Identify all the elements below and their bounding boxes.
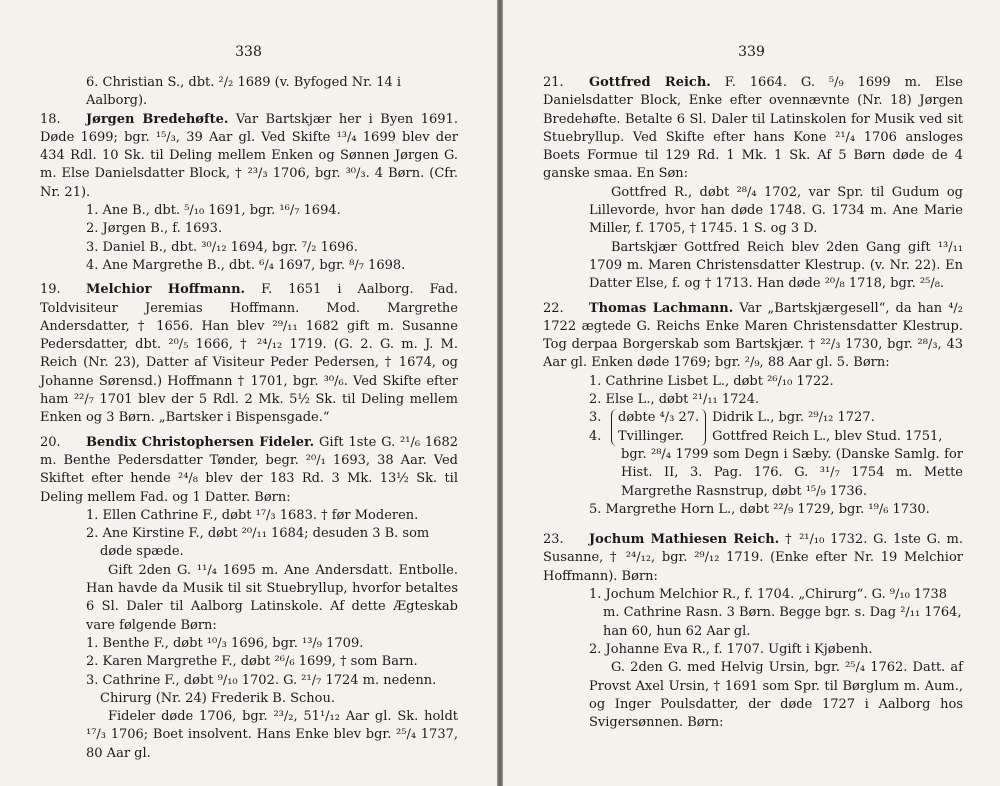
entry-text: F. 1651 i Aalborg. Fad. Toldvisiteur Jeremias Hoffmann. Mod. Margrethe Andersdatter, † 1656. Han blev ²⁹/₁₁ 1682 gift m. Susanne Pedersdatter, dbt. ²⁰/₅ 1666, † ²⁴/₁₂ 1719. (G. 2. G. m. J. M. Reich (Nr. 23), Datter af Visiteur Peder Pedersen, † 1674, og Johanne Sørensd.) Hoffmann † 1701, bgr. ³⁰/₆. Ved Skifte efter ham ²²/₇ 1701 blev der 5 Rdl. 2 Mk. 5½ Sk. til Deling mellem Enken og 3 Børn. „Bartsker i Bispensgade.“ [40, 282, 459, 426]
entry-name: Jørgen Bredehøfte. [86, 111, 229, 127]
entry-name: Jochum Mathiesen Reich. [589, 532, 780, 548]
entry-name: Melchior Hoffmann. [86, 282, 246, 298]
entry-23 [543, 531, 963, 732]
list-item: 2. Karen Margrethe F., døbt ²⁶/₆ 1699, † som Barn. [86, 654, 418, 670]
list-item: 2. Jørgen B., f. 1693. [86, 221, 223, 237]
entry-22 [543, 300, 963, 520]
list-item: 1. Benthe F., døbt ¹⁰/₃ 1696, bgr. ¹³/₉ 1709. [86, 635, 364, 651]
entry-text: Gift 1ste G. ²¹/₆ 1682 m. Benthe Pedersdatter Tønder, begr. ²⁰/₁ 1693, 38 Aar. Ved Skiftet efter hende ²⁴/₈ blev der 183 Rd. 3 Mk. 13½ Sk. til Deling mellem Fad. og 1 Datter. Børn: [40, 434, 458, 505]
item-line: Aalborg). [86, 93, 148, 109]
entry-text: † ²¹/₁₀ 1732. G. 1ste G. m. Susanne, † ²⁴/₁₂, bgr. ²⁹/₁₂ 1719. (Enke efter Nr. 19 Melchior Hoffmann). Børn: [543, 532, 964, 584]
list-number: 3. [589, 410, 602, 426]
list-item: 1. Ellen Cathrine F., døbt ¹⁷/₃ 1683. † før Moderen. [86, 507, 419, 523]
list-item: 1. Cathrine Lisbet L., døbt ²⁶/₁₀ 1722. [589, 373, 834, 389]
entry-19 [40, 281, 458, 427]
list-item: 3. Cathrine F., døbt ⁹/₁₀ 1702. G. ²¹/₇ 1724 m. nedenn. Chirurg (Nr. 24) Frederik B. Schou. [86, 672, 437, 706]
page-number: 338 [235, 44, 262, 60]
list-item: 2. Ane Kirstine F., døbt ²⁰/₁₁ 1684; desuden 3 B. som døde spæde. [86, 526, 430, 560]
page-number: 339 [738, 44, 765, 60]
continuation-item [40, 74, 458, 111]
entry-number: 21. [543, 75, 564, 90]
entry-text: Gift 2den G. ¹¹/₄ 1695 m. Ane Andersdatt. Entbolle. Han havde da Musik til sit Stuebryllup, hvorfor betaltes 6 Sl. Daler til Aalborg Latinskole. Af dette Ægteskab vare følgende Børn: [86, 562, 458, 633]
entry-name: Gottfred Reich. [589, 75, 711, 90]
twin-note: bgr. ²⁸/₄ 1799 som Degn i Sæby. (Danske Samlg. for Hist. II, 3. Pag. 176. G. ³¹/₇ 1754 m. Mette Margrethe Rasnstrup, døbt ¹⁵/₉ 1736. [621, 446, 963, 499]
entry-name: Bendix Christophersen Fideler. [86, 434, 315, 450]
entry-text: F. 1664. G. ⁵/₉ 1699 m. Else Danielsdatter Block, Enke efter ovennævnte (Nr. 18) Jørgen Bredehøfte. Betalte 6 Sl. Daler til Latinskolen for Musik ved sit Stuebryllup. Ved Skifte efter hans Kone ²¹/₄ 1706 ansloges Boets Formue til 129 Rd. 1 Mk. 1 Sk. Af 5 Børn døde de 4 ganske smaa. En Søn: [543, 75, 963, 182]
list-item: 4. Ane Margrethe B., dbt. ⁶/₄ 1697, bgr. ⁸/₇ 1698. [86, 257, 406, 273]
entry-name: Thomas Lachmann. [589, 300, 734, 316]
item-line: 6. Christian S., dbt. ²/₂ 1689 (v. Byfoged Nr. 14 i [86, 75, 402, 90]
twins-label: Tvillinger. [618, 428, 684, 444]
twin-item: Didrik L., bgr. ²⁹/₁₂ 1727. [712, 410, 875, 426]
list-item: 1. Jochum Melchior R., f. 1704. „Chirurg“. G. ⁹/₁₀ 1738 m. Cathrine Rasn. 3 Børn. Begge bgr. s. Dag ²/₁₁ 1764, han 60, hun 62 Aar gl. [589, 587, 962, 639]
entry-text: Fideler døde 1706, bgr. ²³/₂, 51¹/₁₂ Aar gl. Sk. holdt ¹⁷/₃ 1706; Boet insolvent. Hans Enke blev bgr. ²⁵/₄ 1737, 80 Aar gl. [86, 709, 458, 761]
twin-item: Gottfred Reich L., blev Stud. 1751, [712, 428, 943, 444]
list-item: 1. Ane B., dbt. ⁵/₁₀ 1691, bgr. ¹⁶/₇ 1694. [86, 203, 341, 219]
list-item: 3. Daniel B., dbt. ³⁰/₁₂ 1694, bgr. ⁷/₂ 1696. [86, 239, 358, 255]
right-page [503, 0, 1000, 786]
page-text [543, 74, 963, 732]
left-page [0, 0, 497, 786]
twins-group [589, 409, 963, 500]
entry-number: 19. [40, 282, 61, 298]
entry-text: Var Bartskjær her i Byen 1691. Døde 1699; bgr. ¹⁵/₃, 39 Aar gl. Ved Skifte ¹³/₄ 1699 blev der 434 Rdl. 10 Sk. til Deling mellem Enken og Sønnen Jørgen G. m. Else Danielsdatter Block, † ²³/₃ 1706, bgr. ³⁰/₃. 4 Børn. (Cfr. Nr. 21). [40, 111, 458, 200]
list-item: 2. Johanne Eva R., f. 1707. Ugift i Kjøbenh. [589, 641, 873, 657]
entry-number: 22. [543, 300, 564, 316]
twins-date: døbte ⁴/₃ 27. [618, 410, 700, 426]
entry-text: Bartskjær Gottfred Reich blev 2den Gang gift ¹³/₁₁ 1709 m. Maren Christensdatter Klestrup. (v. Nr. 22). En Datter Else, f. og † 1713. Han døde ²⁰/₈ 1718, bgr. ²⁵/₈. [589, 239, 963, 292]
entry-21 [543, 74, 963, 294]
entry-number: 23. [543, 532, 564, 548]
entry-text: G. 2den G. med Helvig Ursin, bgr. ²⁵/₄ 1762. Datt. af Provst Axel Ursin, † 1691 som Spr. til Børglum m. Aum., og Inger Poulsdatter, der døde 1727 i Aalborg hos Svigersønnen. Børn: [589, 660, 963, 731]
twins-bracket [611, 409, 706, 446]
entry-text: Var „Bartskjærgesell“, da han ⁴/₂ 1722 ægtede G. Reichs Enke Maren Christensdatter Klestrup. Tog derpaa Borgerskab som Bartskjær. † ²²/₃ 1730, bgr. ²⁸/₃, 43 Aar gl. Enken døde 1769; bgr. ²/₉, 88 Aar gl. 5. Børn: [543, 300, 963, 371]
list-item: 2. Else L., døbt ²¹/₁₁ 1724. [589, 392, 760, 408]
entry-number: 18. [40, 111, 61, 127]
entry-number: 20. [40, 434, 61, 450]
list-number: 4. [589, 428, 602, 444]
list-item: 5. Margrethe Horn L., døbt ²²/₉ 1729, bgr. ¹⁹/₆ 1730. [589, 501, 930, 517]
entry-20 [40, 434, 458, 763]
page-text [40, 74, 458, 763]
entry-text: Gottfred R., døbt ²⁸/₄ 1702, var Spr. til Gudum og Lillevorde, hvor han døde 1748. G. 1734 m. Ane Marie Miller, f. 1705, † 1745. 1 S. og 3 D. [589, 184, 963, 237]
entry-18 [40, 111, 458, 276]
